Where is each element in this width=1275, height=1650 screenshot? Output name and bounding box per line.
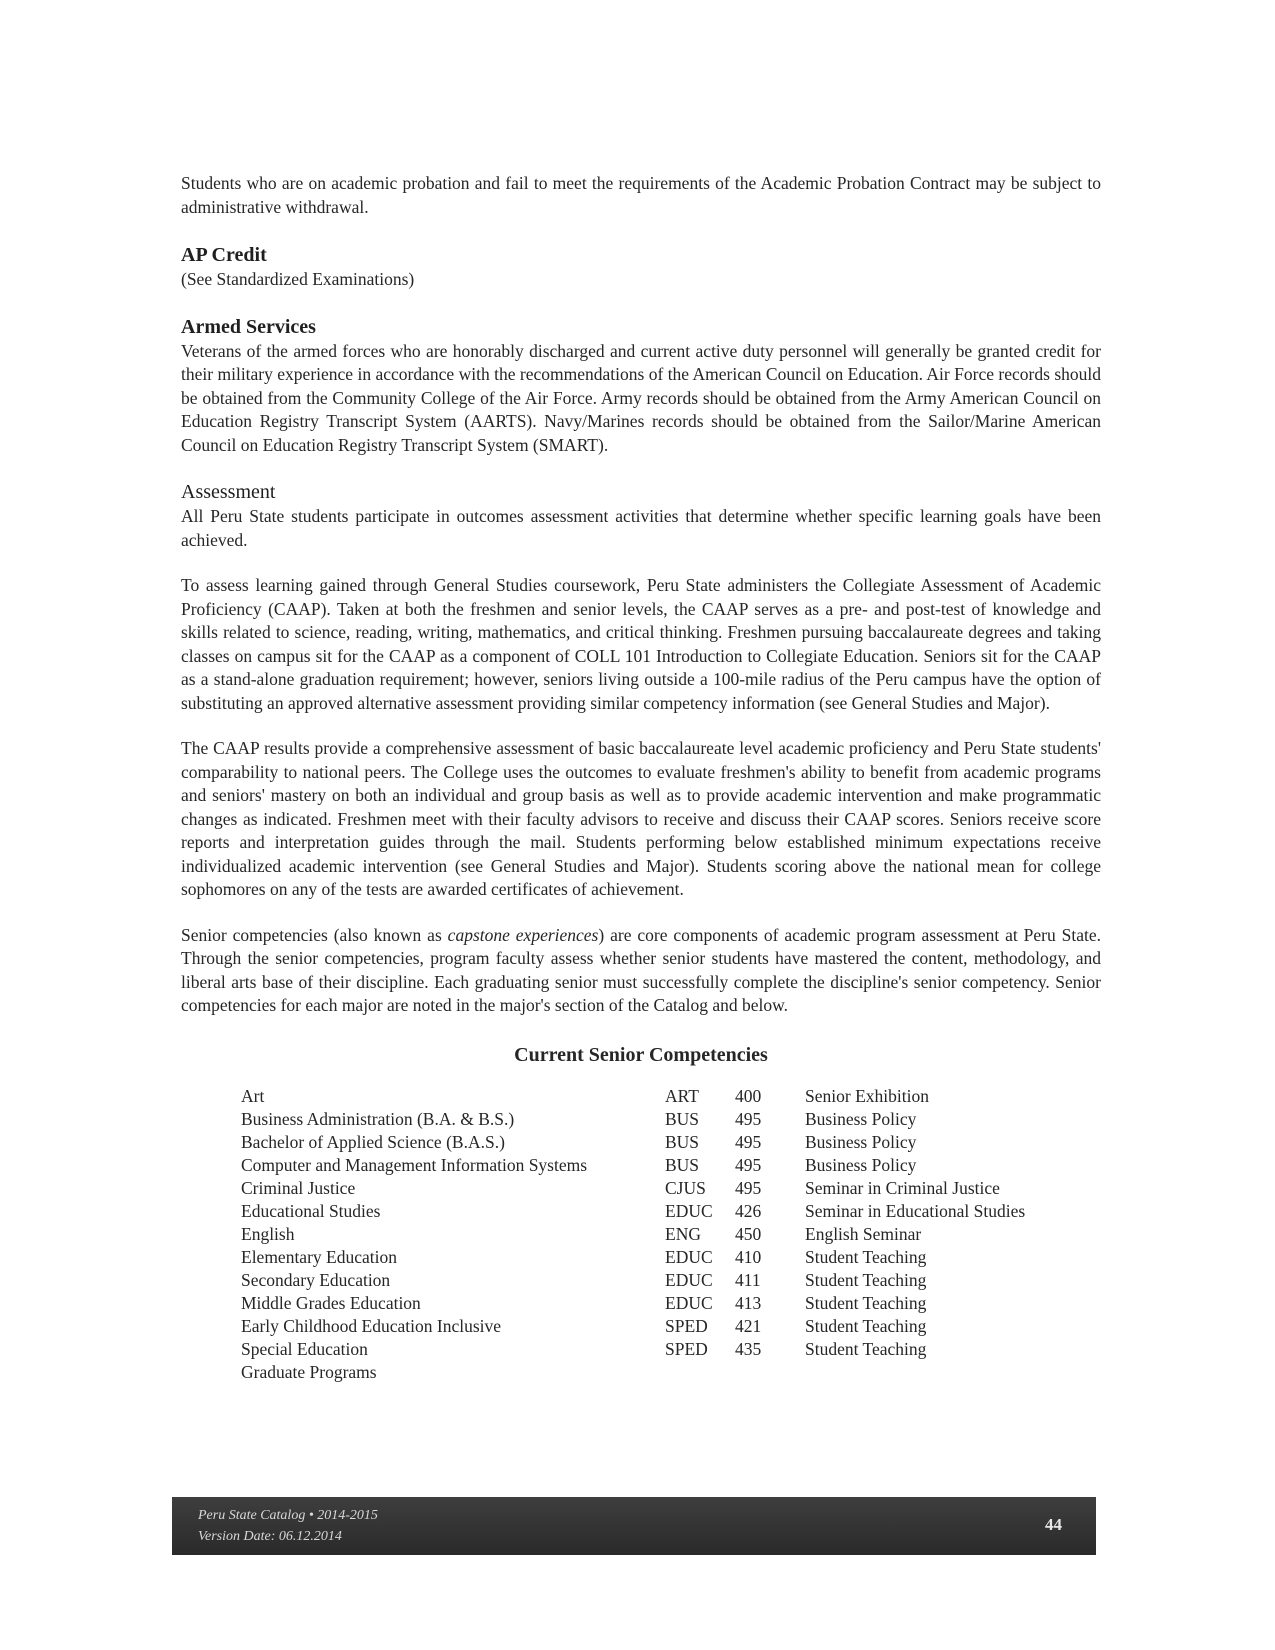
course-name-cell: Seminar in Educational Studies bbox=[805, 1200, 1026, 1221]
major-cell: Early Childhood Education Inclusive bbox=[241, 1315, 502, 1336]
course-number-cell: 421 bbox=[735, 1315, 762, 1336]
table-row bbox=[241, 1131, 1065, 1154]
armed-services-heading: Armed Services bbox=[181, 315, 316, 338]
table-row bbox=[241, 1269, 1065, 1292]
major-cell: Special Education bbox=[241, 1338, 368, 1359]
table-row bbox=[241, 1246, 1065, 1269]
ap-credit-section bbox=[181, 242, 1101, 292]
course-number-cell: 495 bbox=[735, 1177, 762, 1198]
assessment-paragraph-2: To assess learning gained through General Studies coursework, Peru State administers the Collegiate Assessment of Academic Proficiency (CAAP). Taken at both the freshmen and senior levels, the CAAP serves as a pre- and post-test of knowledge and skills related to science, reading, writing, mathematics, and critical thinking. Freshmen pursuing baccalaureate degrees and taking classes on campus sit for the CAAP as a component of COLL 101 Introduction to Collegiate Education. Seniors sit for the CAAP as a stand-alone graduation requirement; however, seniors living outside a 100-mile radius of the Peru campus have the option of substituting an approved alternative assessment providing similar competency information (see General Studies and Major). bbox=[181, 575, 1101, 713]
footer-info bbox=[198, 1505, 378, 1547]
table-row bbox=[241, 1177, 1065, 1200]
page-number: 44 bbox=[1045, 1515, 1062, 1534]
course-name-cell: Student Teaching bbox=[805, 1338, 927, 1359]
major-cell: Bachelor of Applied Science (B.A.S.) bbox=[241, 1131, 505, 1152]
table-row bbox=[241, 1361, 1065, 1384]
table-row bbox=[241, 1200, 1065, 1223]
course-name-cell: Business Policy bbox=[805, 1108, 917, 1129]
dept-cell: BUS bbox=[665, 1154, 700, 1175]
footer-catalog: Peru State Catalog • 2014-2015 bbox=[198, 1508, 378, 1523]
table-row bbox=[241, 1108, 1065, 1131]
dept-cell: BUS bbox=[665, 1131, 700, 1152]
major-cell: Art bbox=[241, 1085, 265, 1106]
dept-cell: BUS bbox=[665, 1108, 700, 1129]
dept-cell: EDUC bbox=[665, 1200, 713, 1221]
course-number-cell: 400 bbox=[735, 1085, 762, 1106]
dept-cell: SPED bbox=[665, 1338, 708, 1359]
course-name-cell: Student Teaching bbox=[805, 1269, 927, 1290]
page-content bbox=[181, 172, 1101, 1384]
major-cell: Elementary Education bbox=[241, 1246, 397, 1267]
footer-bar bbox=[172, 1497, 1096, 1555]
armed-services-text: Veterans of the armed forces who are honorably discharged and current active duty personnel will generally be granted credit for their military experience in accordance with the recommendations of the American Council on Education. Air Force records should be obtained from the Community College of the Air Force. Army records should be obtained from the Army American Council on Education Registry Transcript System (AARTS). Navy/Marines records should be obtained from the Sailor/Marine American Council on Education Registry Transcript System (SMART). bbox=[181, 340, 1101, 455]
major-cell: Educational Studies bbox=[241, 1200, 381, 1221]
competencies-table bbox=[241, 1085, 1065, 1384]
ap-credit-text: (See Standardized Examinations) bbox=[181, 269, 415, 289]
course-name-cell: Business Policy bbox=[805, 1154, 917, 1175]
intro-paragraph: Students who are on academic probation and fail to meet the requirements of the Academic Probation Contract may be subject to administrative withdrawal. bbox=[181, 173, 1101, 217]
p4-italic-term: capstone experiences bbox=[447, 924, 599, 945]
dept-cell: SPED bbox=[665, 1315, 708, 1336]
assessment-paragraph-1: All Peru State students participate in outcomes assessment activities that determine whether specific learning goals have been achieved. bbox=[181, 506, 1101, 550]
course-number-cell: 435 bbox=[735, 1338, 762, 1359]
major-cell: Graduate Programs bbox=[241, 1361, 377, 1382]
course-number-cell: 410 bbox=[735, 1246, 762, 1267]
ap-credit-heading: AP Credit bbox=[181, 244, 267, 266]
p4-text-after: ) are core components of academic program assessment at Peru State. Through the senior competencies, program faculty assess whether senior students have mastered the content, methodology, and liberal arts base of their discipline. Each graduating senior must successfully complete the discipline's senior competency. Senior competencies for each major are noted in the major's section of the Catalog and below. bbox=[181, 924, 1102, 1015]
course-name-cell: Business Policy bbox=[805, 1131, 917, 1152]
major-cell: Business Administration (B.A. & B.S.) bbox=[241, 1108, 515, 1129]
course-name-cell bbox=[805, 1361, 1065, 1384]
assessment-heading: Assessment bbox=[181, 481, 276, 503]
course-name-cell: English Seminar bbox=[805, 1223, 922, 1244]
major-cell: English bbox=[241, 1223, 295, 1244]
course-number-cell: 411 bbox=[735, 1269, 761, 1290]
course-number-cell: 450 bbox=[735, 1223, 762, 1244]
course-name-cell: Student Teaching bbox=[805, 1292, 927, 1313]
footer-version: Version Date: 06.12.2014 bbox=[198, 1529, 342, 1544]
table-row bbox=[241, 1292, 1065, 1315]
course-name-cell: Senior Exhibition bbox=[805, 1085, 929, 1106]
dept-cell: ENG bbox=[665, 1223, 701, 1244]
course-number-cell: 495 bbox=[735, 1154, 762, 1175]
dept-cell: EDUC bbox=[665, 1246, 713, 1267]
dept-cell: EDUC bbox=[665, 1269, 713, 1290]
p4-text-before: Senior competencies (also known as bbox=[181, 924, 448, 945]
major-cell: Computer and Management Information Systems bbox=[241, 1154, 588, 1175]
assessment-paragraph-3: The CAAP results provide a comprehensive assessment of basic baccalaureate level academic proficiency and Peru State students' comparability to national peers. The College uses the outcomes to evaluate freshmen's ability to benefit from academic programs and seniors' mastery on both an individual and group basis as well as to provide academic intervention and make programmatic changes as indicated. Freshmen meet with their faculty advisors to receive and discuss their CAAP scores. Seniors receive score reports and interpretation guides through the mail. Students performing below established minimum expectations receive individualized academic intervention (see General Studies and Major). Students scoring above the national mean for college sophomores on any of the tests are awarded certificates of achievement. bbox=[181, 738, 1101, 899]
assessment-paragraph-4 bbox=[181, 924, 1101, 1018]
table-row bbox=[241, 1223, 1065, 1246]
course-name-cell: Seminar in Criminal Justice bbox=[805, 1177, 1000, 1198]
course-number-cell bbox=[735, 1361, 805, 1384]
dept-cell: CJUS bbox=[665, 1177, 706, 1198]
table-row bbox=[241, 1315, 1065, 1338]
course-number-cell: 426 bbox=[735, 1200, 762, 1221]
table-row bbox=[241, 1154, 1065, 1177]
competencies-table-body bbox=[241, 1085, 1065, 1384]
major-cell: Criminal Justice bbox=[241, 1177, 356, 1198]
table-row bbox=[241, 1338, 1065, 1361]
dept-cell bbox=[665, 1361, 735, 1384]
major-cell: Middle Grades Education bbox=[241, 1292, 421, 1313]
armed-services-section bbox=[181, 314, 1101, 458]
dept-cell: EDUC bbox=[665, 1292, 713, 1313]
course-number-cell: 495 bbox=[735, 1108, 762, 1129]
dept-cell: ART bbox=[665, 1085, 699, 1106]
assessment-section bbox=[181, 479, 1101, 1018]
course-number-cell: 495 bbox=[735, 1131, 762, 1152]
course-name-cell: Student Teaching bbox=[805, 1315, 927, 1336]
competencies-title: Current Senior Competencies bbox=[514, 1043, 768, 1066]
table-row bbox=[241, 1085, 1065, 1108]
course-name-cell: Student Teaching bbox=[805, 1246, 927, 1267]
major-cell: Secondary Education bbox=[241, 1269, 391, 1290]
course-number-cell: 413 bbox=[735, 1292, 762, 1313]
